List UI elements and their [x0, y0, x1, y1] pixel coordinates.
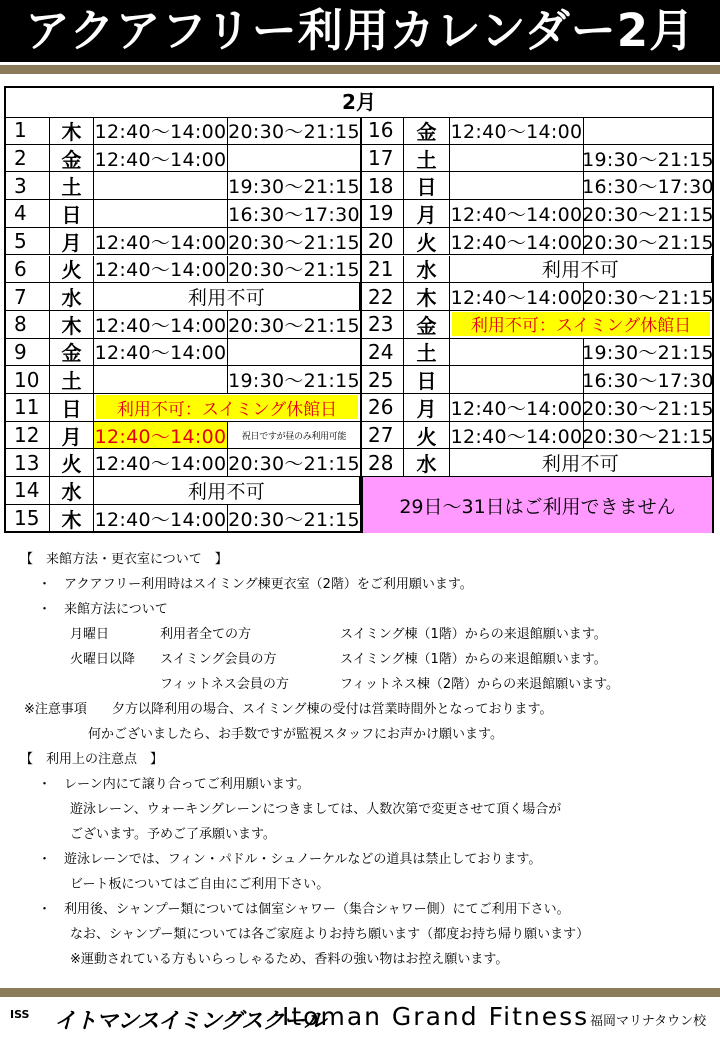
calendar-row	[6, 200, 360, 228]
time-slot-2: 20:30〜21:15	[582, 287, 714, 310]
time-slot-1	[450, 366, 584, 393]
day-of-week: 水	[50, 283, 94, 310]
calendar-row	[6, 145, 360, 173]
day-of-week: 土	[404, 145, 450, 172]
calendar-row	[360, 117, 712, 145]
time-slot-1: 12:40〜14:00	[94, 422, 228, 449]
calendar-table	[4, 86, 714, 533]
day-of-week: 土	[404, 339, 450, 366]
day-number: 19	[360, 200, 404, 227]
day-of-week: 木	[50, 117, 94, 144]
day-of-week: 木	[50, 311, 94, 338]
time-slot-1: 12:40〜14:00	[94, 117, 228, 144]
unavailable-cell: 利用不可	[94, 477, 360, 504]
day-of-week: 金	[50, 145, 94, 172]
time-slot-1: 12:40〜14:00	[450, 228, 584, 255]
access-route: スイミング棟（1階）からの来退館願います。	[340, 627, 607, 642]
day-number: 23	[360, 311, 404, 338]
calendar-row	[360, 228, 712, 256]
time-slot-2: 16:30〜17:30	[582, 176, 714, 199]
unavailable-dates-note: 29日〜31日はご利用できません	[362, 477, 712, 533]
access-day: 月曜日	[70, 627, 110, 642]
day-of-week: 木	[404, 283, 450, 310]
day-number: 12	[6, 422, 50, 449]
day-number: 3	[6, 172, 50, 199]
calendar-row	[6, 283, 360, 311]
time-slot-2	[584, 117, 712, 144]
calendar-row	[360, 366, 712, 394]
caution-text: 何かございましたら、お手数ですが監視スタッフにお声かけ願います。	[88, 727, 503, 742]
time-slot-2: 16:30〜17:30	[228, 203, 360, 226]
time-slot-2	[228, 145, 360, 172]
day-of-week: 金	[404, 311, 450, 338]
day-number: 16	[360, 117, 404, 144]
time-slot-2: 20:30〜21:15	[228, 120, 360, 143]
calendar-row	[6, 228, 360, 256]
access-route: スイミング棟（1階）からの来退館願います。	[340, 652, 607, 667]
day-of-week: 日	[50, 200, 94, 227]
footer-divider	[0, 988, 720, 997]
day-of-week: 日	[404, 172, 450, 199]
time-slot-1: 12:40〜14:00	[450, 394, 584, 421]
usage-note: ございます。予めご了承願います。	[70, 827, 276, 842]
day-of-week: 水	[404, 256, 450, 283]
usage-note: ビート板についてはご自由にご利用下さい。	[70, 877, 330, 892]
footer-fitness: Itoman Grand Fitness	[282, 1002, 590, 1031]
time-slot-2: 19:30〜21:15	[228, 176, 360, 199]
usage-note: ・ レーン内にて譲り合ってご利用願います。	[38, 777, 310, 792]
usage-note: 遊泳レーン、ウォーキングレーンにつきましては、人数次第で変更させて頂く場合が	[70, 802, 562, 817]
day-of-week: 日	[404, 366, 450, 393]
calendar-row	[6, 172, 360, 200]
day-number: 2	[6, 145, 50, 172]
closed-cell: 利用不可：スイミング休館日	[452, 312, 710, 336]
calendar-row	[6, 117, 360, 145]
calendar-row	[6, 339, 360, 367]
time-slot-2: 20:30〜21:15	[228, 259, 360, 282]
time-slot-1: 12:40〜14:00	[94, 449, 228, 476]
time-slot-2	[228, 339, 360, 366]
day-of-week: 火	[404, 422, 450, 449]
day-number: 13	[6, 449, 50, 476]
unavailable-cell: 利用不可	[450, 256, 712, 283]
time-slot-1: 12:40〜14:00	[450, 117, 584, 144]
section-title-access: 【 来館方法・更衣室について 】	[20, 552, 228, 567]
day-of-week: 火	[50, 449, 94, 476]
day-number: 5	[6, 228, 50, 255]
calendar-row	[360, 283, 712, 311]
usage-note: ※運動されている方もいらっしゃるため、香料の強い物はお控え願います。	[70, 952, 509, 967]
calendar-divider	[360, 117, 362, 533]
holiday-note: 祝日ですが昼のみ利用可能	[241, 431, 347, 442]
title-divider	[0, 65, 720, 74]
time-slot-1	[94, 172, 228, 199]
calendar-row	[6, 449, 360, 477]
access-who: フィットネス会員の方	[160, 677, 289, 692]
time-slot-1: 12:40〜14:00	[94, 339, 228, 366]
day-number: 7	[6, 283, 50, 310]
time-slot-2: 20:30〜21:15	[582, 425, 714, 448]
unavailable-cell: 利用不可	[450, 449, 712, 476]
page-title: アクアフリー利用カレンダー2月	[24, 4, 696, 57]
day-number: 24	[360, 339, 404, 366]
day-number: 11	[6, 394, 50, 421]
day-number: 22	[360, 283, 404, 310]
day-number: 18	[360, 172, 404, 199]
day-number: 21	[360, 256, 404, 283]
calendar-row	[6, 422, 360, 450]
calendar-row	[360, 339, 712, 367]
note-access: ・ 来館方法について	[38, 602, 168, 617]
day-number: 28	[360, 449, 404, 476]
time-slot-2: 16:30〜17:30	[582, 370, 714, 393]
note-locker: ・ アクアフリー利用時はスイミング棟更衣室（2階）をご利用願います。	[38, 577, 473, 592]
calendar-row	[360, 200, 712, 228]
calendar-row	[6, 256, 360, 284]
time-slot-2: 20:30〜21:15	[228, 508, 360, 531]
time-slot-1: 12:40〜14:00	[94, 505, 228, 532]
calendar-row	[360, 172, 712, 200]
time-slot-1: 12:40〜14:00	[94, 145, 228, 172]
footer-branch: 福岡マリナタウン校	[590, 1014, 707, 1029]
day-of-week: 土	[50, 172, 94, 199]
calendar-row	[360, 449, 712, 477]
time-slot-1	[450, 172, 584, 199]
calendar-row	[360, 311, 712, 339]
time-slot-2: 19:30〜21:15	[582, 342, 714, 365]
time-slot-1: 12:40〜14:00	[94, 256, 228, 283]
section-title-usage: 【 利用上の注意点 】	[20, 752, 164, 767]
unavailable-cell: 利用不可	[94, 283, 360, 310]
day-number: 6	[6, 256, 50, 283]
time-slot-2: 20:30〜21:15	[228, 453, 360, 476]
calendar-row	[360, 256, 712, 284]
access-who: スイミング会員の方	[160, 652, 277, 667]
day-of-week: 火	[404, 228, 450, 255]
caution-text: 夕方以降利用の場合、スイミング棟の受付は営業時間外となっております。	[112, 702, 553, 717]
closed-cell: 利用不可：スイミング休館日	[96, 395, 358, 419]
day-of-week: 木	[50, 505, 94, 532]
day-of-week: 水	[50, 477, 94, 504]
time-slot-1	[94, 366, 228, 393]
access-day: 火曜日以降	[70, 652, 136, 667]
time-slot-1	[94, 200, 228, 227]
time-slot-1: 12:40〜14:00	[450, 200, 584, 227]
time-slot-2: 20:30〜21:15	[228, 231, 360, 254]
time-slot-1	[450, 145, 584, 172]
day-number: 8	[6, 311, 50, 338]
calendar-row	[360, 394, 712, 422]
calendar-row	[6, 311, 360, 339]
time-slot-1	[450, 339, 584, 366]
calendar-month: 2月	[6, 88, 712, 118]
day-of-week: 水	[404, 449, 450, 476]
usage-note: ・ 遊泳レーンでは、フィン・パドル・シュノーケルなどの道具は禁止しております。	[38, 852, 542, 867]
time-slot-2: 19:30〜21:15	[228, 370, 360, 393]
footer-brand: イトマンスイミングスクール	[54, 1009, 325, 1034]
time-slot-2: 20:30〜21:15	[582, 203, 714, 226]
time-slot-2: 20:30〜21:15	[582, 397, 714, 420]
day-number: 14	[6, 477, 50, 504]
day-of-week: 月	[50, 228, 94, 255]
day-number: 25	[360, 366, 404, 393]
day-of-week: 金	[404, 117, 450, 144]
iss-logo-icon: ISS	[10, 1008, 30, 1021]
time-slot-2: 20:30〜21:15	[582, 231, 714, 254]
day-number: 1	[6, 117, 50, 144]
day-number: 17	[360, 145, 404, 172]
day-of-week: 金	[50, 339, 94, 366]
day-of-week: 土	[50, 366, 94, 393]
day-number: 26	[360, 394, 404, 421]
day-number: 15	[6, 505, 50, 532]
day-number: 4	[6, 200, 50, 227]
calendar-row	[6, 477, 360, 505]
calendar-row	[6, 366, 360, 394]
time-slot-1: 12:40〜14:00	[94, 311, 228, 338]
day-number: 27	[360, 422, 404, 449]
day-of-week: 火	[50, 256, 94, 283]
time-slot-1: 12:40〜14:00	[450, 422, 584, 449]
access-who: 利用者全ての方	[160, 627, 252, 642]
day-of-week: 月	[50, 422, 94, 449]
day-of-week: 月	[404, 200, 450, 227]
day-number: 10	[6, 366, 50, 393]
day-of-week: 月	[404, 394, 450, 421]
calendar-row	[360, 145, 712, 173]
time-slot-2: 19:30〜21:15	[582, 148, 714, 171]
calendar-row	[6, 394, 360, 422]
usage-note: なお、シャンプー類については各ご家庭よりお持ち願います（都度お持ち帰り願います）	[70, 927, 590, 942]
calendar-row	[360, 422, 712, 450]
usage-note: ・ 利用後、シャンプー類については個室シャワー（集合シャワー側）にてご利用下さい。	[38, 902, 570, 917]
access-route: フィットネス棟（2階）からの来退館願います。	[340, 677, 620, 692]
day-number: 9	[6, 339, 50, 366]
time-slot-2: 20:30〜21:15	[228, 314, 360, 337]
day-number: 20	[360, 228, 404, 255]
day-of-week: 日	[50, 394, 94, 421]
time-slot-1: 12:40〜14:00	[94, 228, 228, 255]
calendar-row	[6, 505, 360, 533]
caution-label: ※注意事項	[24, 702, 87, 717]
time-slot-1: 12:40〜14:00	[450, 283, 584, 310]
